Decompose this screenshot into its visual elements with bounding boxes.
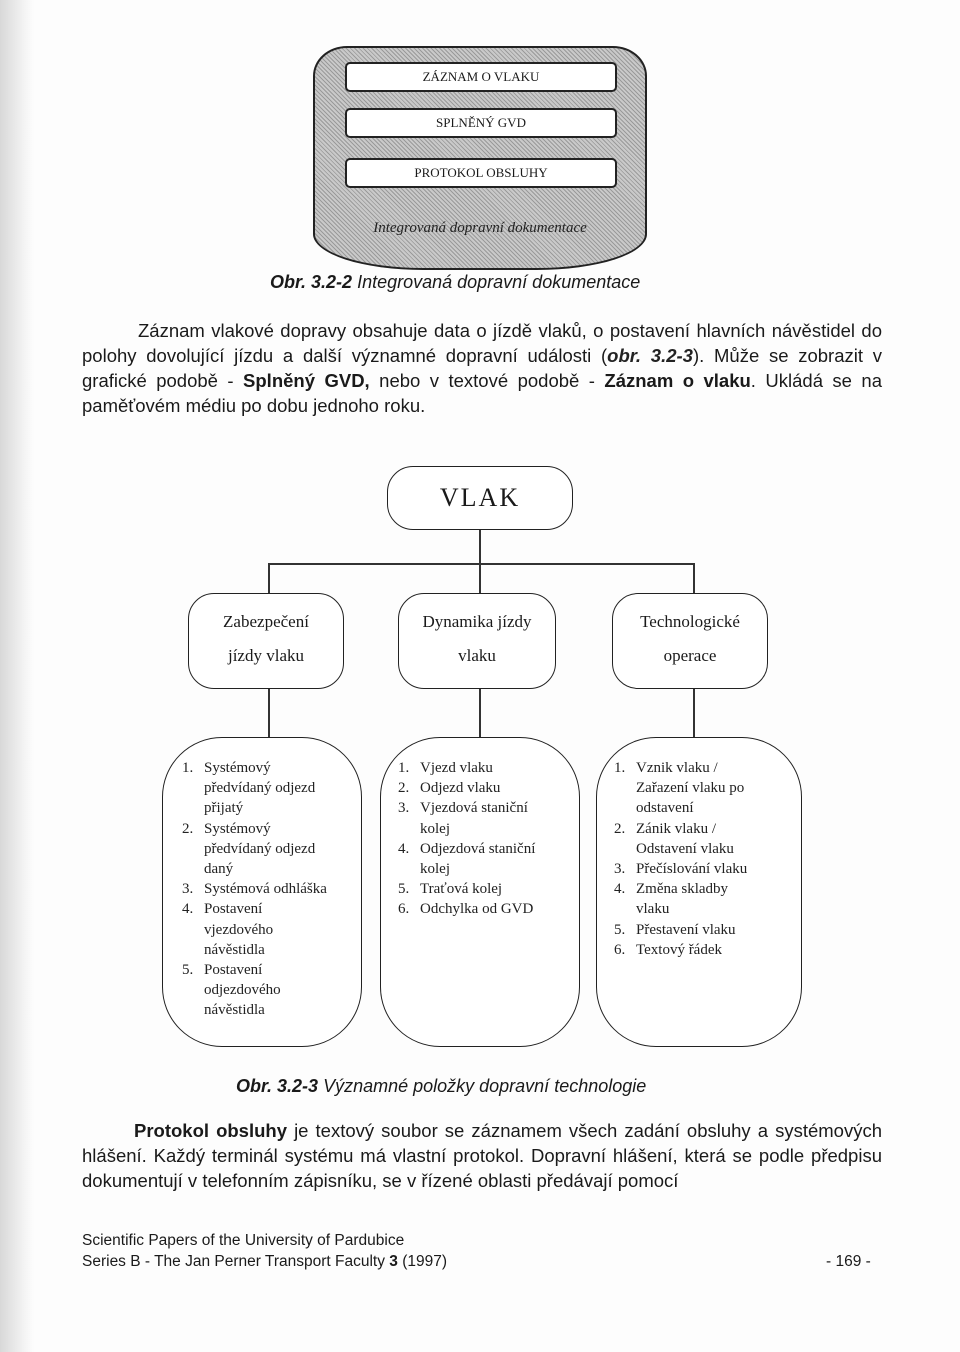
footer-volume: 3	[389, 1253, 398, 1270]
list-item-text: návěstidla	[204, 941, 265, 958]
list-item	[398, 879, 578, 899]
list-item-text: Textový řádek	[636, 941, 723, 958]
list-item-text: daný	[204, 861, 234, 878]
list-zabezpeceni	[182, 758, 357, 1021]
list-item	[614, 758, 794, 819]
list-item-number: 1.	[398, 760, 410, 776]
list-item-number: 4.	[182, 901, 194, 918]
list-item-number: 5.	[182, 962, 194, 979]
node-dynamika	[398, 593, 556, 689]
list-item	[614, 859, 794, 879]
list-item-number: 2.	[398, 780, 410, 797]
figure1-inner-caption: Integrovaná dopravní dokumentace	[373, 220, 587, 236]
page-number: - 169 -	[826, 1253, 871, 1270]
list-item-text: Postavení	[204, 962, 263, 979]
list-item-text: Vjezd vlaku	[420, 760, 493, 776]
list-item-text: návěstidla	[204, 1002, 265, 1019]
list-item	[614, 819, 794, 859]
footer-series: Series B - The Jan Perner Transport Faculty	[82, 1253, 390, 1270]
list-item-number: 5.	[398, 881, 410, 898]
figure2-caption	[236, 1076, 646, 1097]
node-vlak: VLAK	[387, 466, 573, 530]
node-dynamika-line1: Dynamika jízdy	[422, 612, 532, 631]
connector-right-down	[693, 689, 695, 739]
list-item-number: 1.	[182, 760, 194, 776]
box-splneny-gvd: SPLNĚNÝ GVD	[345, 108, 617, 138]
box-protokol-obsluhy: PROTOKOL OBSLUHY	[345, 158, 617, 188]
list-item	[398, 798, 578, 838]
list-item	[614, 920, 794, 940]
list-item	[398, 899, 578, 919]
list-item-text: Postavení	[204, 901, 263, 918]
list-item	[398, 839, 578, 879]
connector-left-down	[268, 689, 270, 739]
paragraph1-text-1: Záznam vlakové dopravy obsahuje data o jízdě vlaků, o postavení hlavních návěstidel do polohy dovolující jízdu a další významné dopravní události (	[82, 320, 882, 366]
list-item-text: odstavení	[636, 800, 694, 817]
list-item	[614, 879, 794, 919]
list-item-text: Zánik vlaku /	[636, 820, 716, 837]
list-item	[182, 960, 357, 1021]
figure2-caption-number: Obr. 3.2-3	[236, 1076, 319, 1096]
list-item-text: Odchylka od GVD	[420, 901, 534, 918]
connector-horizontal	[268, 563, 694, 565]
node-zabezpeceni	[188, 593, 344, 689]
list-item	[398, 778, 578, 798]
figure2-caption-text: Významné položky dopravní technologie	[323, 1076, 647, 1096]
list-dynamika	[398, 758, 578, 920]
list-item-text: předvídaný odjezd	[204, 780, 316, 797]
list-item-text: Přestavení vlaku	[636, 921, 736, 938]
figure1-caption-number: Obr. 3.2-2	[270, 272, 353, 292]
list-item	[614, 940, 794, 960]
list-item-text: Systémový	[204, 760, 271, 776]
list-item-text: Traťová kolej	[420, 881, 503, 898]
list-item-text: kolej	[420, 861, 450, 878]
list-item-text: Systémový	[204, 820, 271, 837]
node-technologicke-line2: operace	[663, 646, 717, 665]
list-item-text: kolej	[420, 820, 450, 837]
list-item-text: předvídaný odjezd	[204, 840, 316, 857]
paragraph2-bold: Protokol obsluhy	[134, 1120, 288, 1141]
paragraph1-text-2: ). Může se zobrazit v grafické podobě -	[82, 345, 882, 391]
list-item-text: Odstavení vlaku	[636, 840, 734, 857]
paragraph1-text-3: nebo v textové podobě -	[369, 370, 605, 391]
footer-line2	[82, 1251, 447, 1272]
node-technologicke-line1: Technologické	[640, 612, 740, 631]
list-item-number: 5.	[614, 921, 626, 938]
list-item-number: 1.	[614, 760, 626, 776]
paragraph1-figure-ref: obr. 3.2-3	[607, 345, 693, 366]
paragraph1-bold-zaznam-o-vlaku: Záznam o vlaku	[604, 370, 751, 391]
list-item-text: vlaku	[636, 901, 670, 918]
list-item	[182, 819, 357, 880]
list-item-number: 3.	[614, 861, 626, 878]
list-item-number: 3.	[182, 881, 194, 898]
paragraph1-text-4: . Ukládá se na paměťovém médiu po dobu jednoho roku.	[82, 370, 883, 416]
node-technologicke	[612, 593, 768, 689]
connector-right	[693, 563, 695, 593]
list-item-text: Systémová odhláška	[204, 881, 327, 898]
footer-year: (1997)	[397, 1253, 448, 1270]
connector-middle-down	[479, 689, 481, 739]
list-item	[398, 758, 578, 778]
paragraph-protokol	[82, 1118, 882, 1193]
node-dynamika-line2: vlaku	[458, 646, 496, 665]
list-item-text: Odjezdová staniční	[420, 840, 536, 857]
list-item-number: 6.	[398, 901, 410, 918]
list-item-number: 2.	[182, 820, 194, 837]
list-item-number: 2.	[614, 820, 626, 837]
list-item-number: 3.	[398, 800, 410, 817]
connector-middle	[479, 563, 481, 593]
paragraph2-text: je textový soubor se záznamem všech zadání obsluhy a systémových hlášení. Každý terminál systému má vlastní protokol. Dopravní hlášení, která se podle předpisu dokumentují v telefonním zápisníku, se v řízené oblasti předávají pomocí	[82, 1120, 882, 1191]
paragraph1-bold-splneny-gvd: Splněný GVD,	[243, 370, 370, 391]
connector-root	[479, 530, 481, 564]
list-item-text: vjezdového	[204, 921, 274, 938]
list-item-text: Vjezdová staniční	[420, 800, 528, 817]
footer-line1: Scientific Papers of the University of Pardubice	[82, 1232, 405, 1249]
list-item-number: 6.	[614, 941, 626, 958]
figure1-caption-text: Integrovaná dopravní dokumentace	[357, 272, 641, 292]
list-item-text: Zařazení vlaku po	[636, 780, 745, 797]
list-item-number: 4.	[398, 840, 410, 857]
list-technologicke	[614, 758, 794, 960]
list-item-text: Změna skladby	[636, 881, 729, 898]
list-item-text: Vznik vlaku /	[636, 760, 718, 776]
list-item-text: přijatý	[204, 800, 244, 817]
footer-journal	[82, 1230, 447, 1272]
list-item-text: Odjezd vlaku	[420, 780, 501, 797]
node-zabezpeceni-line1: Zabezpečení	[223, 612, 309, 631]
list-item-text: odjezdového	[204, 982, 281, 999]
box-zaznam-o-vlaku: ZÁZNAM O VLAKU	[345, 62, 617, 92]
node-zabezpeceni-line2: jízdy vlaku	[227, 646, 304, 665]
list-item-text: Přečíslování vlaku	[636, 861, 748, 878]
list-item-number: 4.	[614, 881, 626, 898]
list-item	[182, 899, 357, 960]
list-item	[182, 758, 357, 819]
list-item	[182, 879, 357, 899]
connector-left	[268, 563, 270, 593]
